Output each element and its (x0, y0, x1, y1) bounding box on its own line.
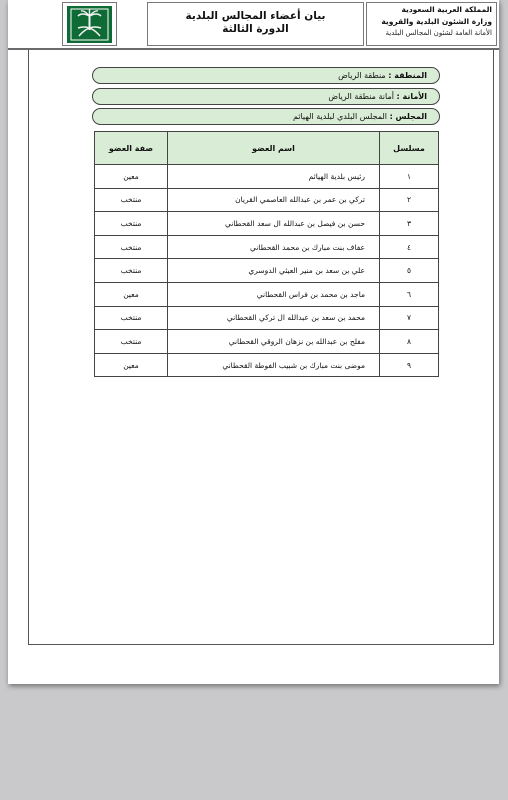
member-name-cell: محمد بن سعد بن عبدالله ال تركي القحطاني (168, 306, 380, 330)
serial-cell: ٧ (380, 306, 439, 330)
member-type-cell: منتخب (95, 306, 168, 330)
member-type-cell: معين (95, 165, 168, 189)
member-type-cell: معين (95, 282, 168, 306)
document-title-cell (147, 2, 364, 46)
document-title: بيان أعضاء المجالس البلدية (185, 10, 326, 22)
header-serial: مسلسل (380, 132, 439, 165)
amana-label: الأمانة : (396, 92, 427, 101)
document-page (8, 0, 499, 684)
logo-cell (62, 2, 117, 46)
table-row (95, 353, 439, 377)
serial-cell: ٤ (380, 235, 439, 259)
table-row (95, 188, 439, 212)
member-name-cell: علي بن سعد بن منير العيثي الدوسري (168, 259, 380, 283)
region-value: منطقة الرياض (338, 71, 386, 80)
ministry-cell (366, 2, 497, 46)
serial-cell: ٩ (380, 353, 439, 377)
table-row (95, 259, 439, 283)
member-name-cell: مفلح بن عبدالله بن نزهان الروقي القحطاني (168, 330, 380, 354)
serial-cell: ١ (380, 165, 439, 189)
serial-cell: ٣ (380, 212, 439, 236)
serial-cell: ٢ (380, 188, 439, 212)
amana-row (92, 88, 440, 105)
secretariat-name: الأمانة العامة لشئون المجالس البلدية (385, 29, 492, 37)
region-row (92, 67, 440, 84)
table-row (95, 212, 439, 236)
serial-cell: ٦ (380, 282, 439, 306)
member-type-cell: منتخب (95, 188, 168, 212)
member-name-cell: موضى بنت مبارك بن شبيب الفوطة القحطاني (168, 353, 380, 377)
council-label: المجلس : (389, 112, 427, 121)
table-row (95, 165, 439, 189)
table-row (95, 235, 439, 259)
ministry-name: وزارة الشئون البلدية والقروية (381, 17, 492, 26)
table-row (95, 306, 439, 330)
member-type-cell: منتخب (95, 259, 168, 283)
table-row (95, 330, 439, 354)
council-value: المجلس البلدي لبلدية الهياثم (292, 112, 388, 121)
table-row (95, 282, 439, 306)
member-name-cell: تركي بن عمر بن عبدالله العاصمي القريان (168, 188, 380, 212)
saudi-emblem-logo (67, 6, 112, 43)
document-subtitle: الدورة الثالثة (222, 23, 289, 35)
member-name-cell: حسن بن فيصل بن عبدالله ال سعد القحطاني (168, 212, 380, 236)
member-name-cell: ماجد بن محمد بن فراس القحطاني (168, 282, 380, 306)
member-name-cell: رئيس بلدية الهياثم (168, 165, 380, 189)
council-row (92, 108, 440, 125)
amana-value: أمانة منطقة الرياض (328, 92, 394, 101)
member-type-cell: معين (95, 353, 168, 377)
members-table (94, 131, 439, 377)
serial-cell: ٥ (380, 259, 439, 283)
header-member-name: اسم العضو (168, 132, 380, 165)
member-type-cell: منتخب (95, 330, 168, 354)
header-member-type: صفة العضو (95, 132, 168, 165)
kingdom-name: المملكة العربية السعودية (401, 5, 492, 14)
region-label: المنطقة : (388, 71, 427, 80)
member-type-cell: منتخب (95, 212, 168, 236)
document-header (8, 0, 499, 50)
member-type-cell: منتخب (95, 235, 168, 259)
table-header-row (95, 132, 439, 165)
member-name-cell: عفاف بنت مبارك بن محمد القحطاني (168, 235, 380, 259)
serial-cell: ٨ (380, 330, 439, 354)
